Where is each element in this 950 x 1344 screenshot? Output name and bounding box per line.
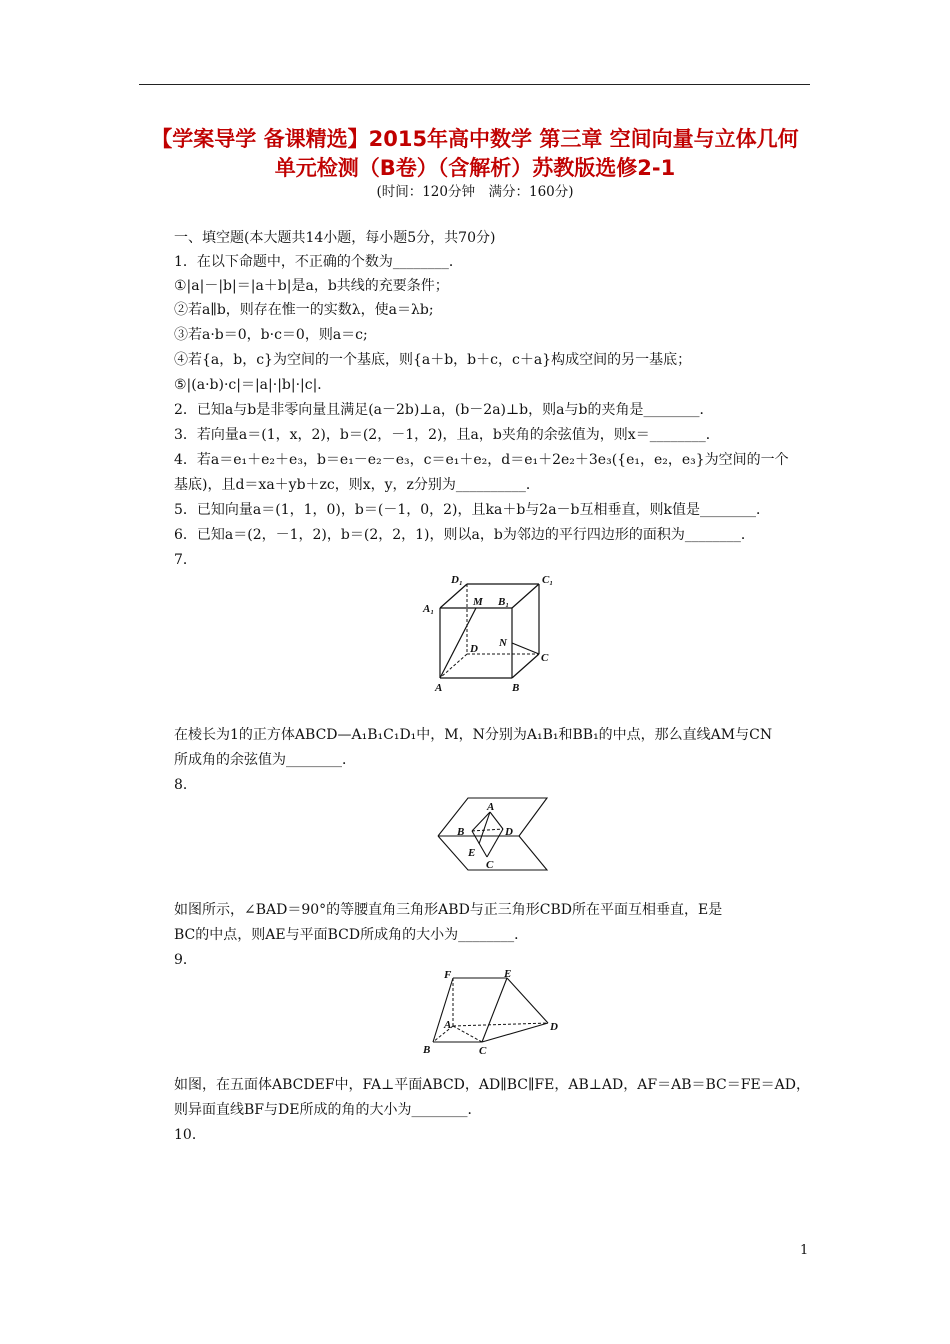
question-6: 6．已知a＝(2，－1，2)，b＝(2，2，1)，则以a，b为邻边的平行四边形的面积为________． [174, 527, 755, 543]
cube-label-a1: A₁ [423, 603, 435, 615]
time-score-info: (时间：120分钟 满分：160分) [376, 184, 574, 200]
planes-label-e: E [468, 847, 476, 859]
cube-figure [415, 570, 565, 698]
question-9-line2: 则异面直线BF与DE所成的角的大小为________． [174, 1102, 482, 1118]
question-7-line1: 在棱长为1的正方体ABCD—A₁B₁C₁D₁中，M，N分别为A₁B₁和BB₁的中点，那么直线AM与CN [174, 727, 773, 743]
penta-label-d: D [550, 1021, 558, 1033]
question-8-line2: BC的中点，则AE与平面BCD所成角的大小为________． [174, 927, 529, 943]
penta-label-c: C [479, 1045, 487, 1057]
cube-label-c1: C₁ [542, 574, 554, 586]
cube-label-n: N [499, 637, 507, 649]
question-1-stem: 1．在以下命题中，不正确的个数为________． [174, 254, 463, 270]
question-4-line2: 基底)，且d＝xa＋yb＋zc，则x，y，z分别为__________． [174, 477, 540, 493]
question-7-number: 7． [174, 552, 197, 568]
cube-label-d1: D₁ [451, 574, 463, 586]
cube-label-m: M [473, 596, 483, 608]
question-8-line1: 如图所示，∠BAD＝90°的等腰直角三角形ABD与正三角形CBD所在平面互相垂直，E是 [174, 902, 723, 918]
planes-label-d: D [505, 826, 513, 838]
document-title-line1: 【学案导学 备课精选】2015年高中数学 第三章 空间向量与立体几何 [151, 127, 799, 151]
page-number: 1 [800, 1243, 809, 1258]
question-4-line1: 4．若a＝e₁＋e₂＋e₃，b＝e₁－e₂－e₃，c＝e₁＋e₂，d＝e₁＋2e₂＋3e₃({e₁，e₂，e₃}为空间的一个 [174, 452, 789, 468]
planes-label-b: B [457, 826, 465, 838]
question-9-number: 9． [174, 952, 197, 968]
question-1-option-2: ②若a∥b，则存在惟一的实数λ，使a＝λb; [174, 302, 434, 318]
pentahedron-figure [420, 968, 565, 1060]
question-1-option-4: ④若{a，b，c}为空间的一个基底，则{a＋b，b＋c，c＋a}构成空间的另一基底； [174, 352, 692, 368]
section-heading: 一、填空题(本大题共14小题，每小题5分，共70分) [174, 230, 496, 246]
penta-label-f: F [444, 969, 452, 981]
header-rule [139, 84, 810, 85]
question-7-line2: 所成角的余弦值为________． [174, 752, 356, 768]
cube-label-b: B [512, 682, 520, 694]
question-2: 2．已知a与b是非零向量且满足(a－2b)⊥a，(b－2a)⊥b，则a与b的夹角是________． [174, 402, 714, 418]
perpendicular-planes-figure [435, 795, 550, 875]
question-1-option-3: ③若a·b＝0，b·c＝0，则a＝c; [174, 327, 368, 343]
question-8-number: 8． [174, 777, 197, 793]
question-1-option-5: ⑤|(a·b)·c|＝|a|·|b|·|c|． [174, 377, 332, 393]
planes-label-c: C [486, 859, 494, 871]
planes-label-a: A [487, 801, 495, 813]
penta-label-a: A [444, 1019, 452, 1031]
cube-label-a: A [435, 682, 443, 694]
cube-label-b1: B₁ [498, 596, 510, 608]
question-10-number: 10． [174, 1127, 206, 1143]
cube-label-c: C [541, 652, 549, 664]
cube-label-d: D [470, 643, 478, 655]
question-9-line1: 如图，在五面体ABCDEF中，FA⊥平面ABCD，AD∥BC∥FE，AB⊥AD，AF＝AB＝BC＝FE＝AD， [174, 1077, 811, 1093]
penta-label-b: B [423, 1044, 431, 1056]
question-1-option-1: ①|a|－|b|＝|a＋b|是a，b共线的充要条件； [174, 278, 449, 294]
document-title-line2: 单元检测（B卷）（含解析）苏教版选修2-1 [274, 156, 676, 180]
question-3: 3．若向量a＝(1，x，2)，b＝(2，－1，2)，且a，b夹角的余弦值为，则x＝________． [174, 427, 720, 443]
penta-label-e: E [504, 968, 512, 980]
question-5: 5．已知向量a＝(1，1，0)，b＝(－1，0，2)，且ka＋b与2a－b互相垂直，则k值是________． [174, 502, 770, 518]
